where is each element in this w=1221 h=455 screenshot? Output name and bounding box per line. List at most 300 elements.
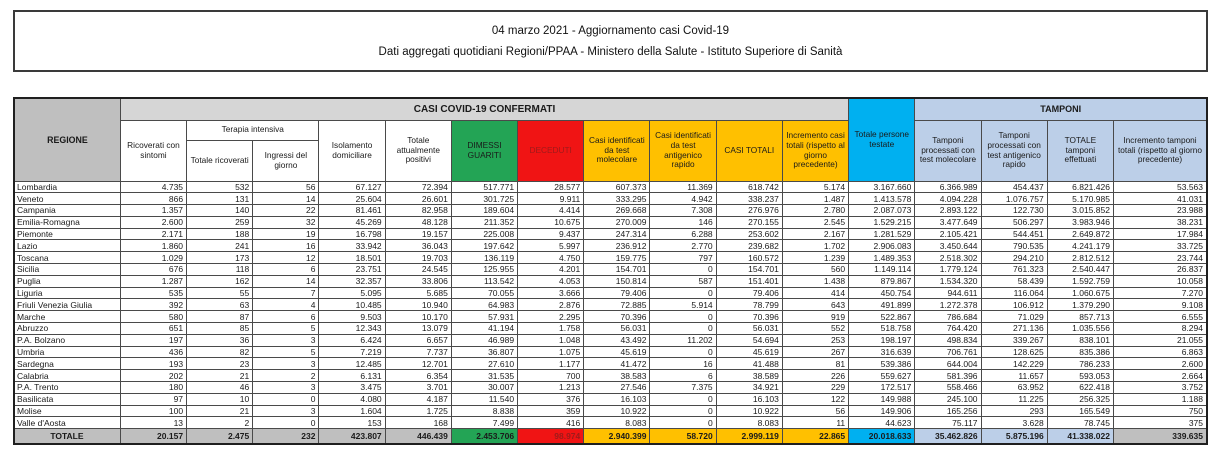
cell-incremento_casi: 2.780 bbox=[782, 205, 848, 217]
cell-terapia_ingressi: 5 bbox=[253, 323, 319, 335]
cell-casi_molecolare: 2.940.399 bbox=[584, 429, 650, 444]
cell-attualmente_positivi: 6.657 bbox=[385, 334, 451, 346]
cell-deceduti: 4.201 bbox=[518, 264, 584, 276]
cell-attualmente_positivi: 3.701 bbox=[385, 382, 451, 394]
cell-terapia_ingressi: 14 bbox=[253, 193, 319, 205]
cell-attualmente_positivi: 5.685 bbox=[385, 287, 451, 299]
cell-totale_tamponi: 3.015.852 bbox=[1047, 205, 1113, 217]
cell-ricoverati_sintomi: 13 bbox=[120, 417, 186, 429]
cell-tamponi_molecolare: 6.366.989 bbox=[915, 181, 981, 193]
cell-attualmente_positivi: 446.439 bbox=[385, 429, 451, 444]
group-header-casi-confermati: CASI COVID-19 CONFERMATI bbox=[120, 98, 848, 120]
cell-dimessi_guariti: 11.540 bbox=[451, 393, 517, 405]
cell-dimessi_guariti: 136.119 bbox=[451, 252, 517, 264]
region-name: Sicilia bbox=[14, 264, 120, 276]
cell-incremento_casi: 81 bbox=[782, 358, 848, 370]
cell-casi_totali: 2.999.119 bbox=[716, 429, 782, 444]
cell-incremento_tamponi: 53.563 bbox=[1113, 181, 1207, 193]
cell-casi_totali: 239.682 bbox=[716, 240, 782, 252]
cell-totale_tamponi: 3.983.946 bbox=[1047, 216, 1113, 228]
cell-incremento_tamponi: 23.988 bbox=[1113, 205, 1207, 217]
cell-persone_testate: 3.167.660 bbox=[849, 181, 915, 193]
cell-incremento_tamponi: 339.635 bbox=[1113, 429, 1207, 444]
cell-tamponi_molecolare: 2.518.302 bbox=[915, 252, 981, 264]
cell-tamponi_antigenico: 761.323 bbox=[981, 264, 1047, 276]
region-name: Umbria bbox=[14, 346, 120, 358]
cell-terapia_ingressi: 3 bbox=[253, 405, 319, 417]
cell-incremento_tamponi: 3.752 bbox=[1113, 382, 1207, 394]
table-header bbox=[14, 98, 1207, 181]
cell-casi_antigenico: 11.369 bbox=[650, 181, 716, 193]
cell-dimessi_guariti: 57.931 bbox=[451, 311, 517, 323]
cell-terapia_ingressi: 5 bbox=[253, 346, 319, 358]
cell-casi_antigenico: 0 bbox=[650, 311, 716, 323]
cell-dimessi_guariti: 517.771 bbox=[451, 181, 517, 193]
cell-casi_molecolare: 10.922 bbox=[584, 405, 650, 417]
cell-tamponi_antigenico: 128.625 bbox=[981, 346, 1047, 358]
cell-incremento_tamponi: 38.231 bbox=[1113, 216, 1207, 228]
cell-casi_antigenico: 0 bbox=[650, 287, 716, 299]
table-row-marche bbox=[14, 311, 1207, 323]
table-row-friuli-venezia-giulia bbox=[14, 299, 1207, 311]
cell-persone_testate: 20.018.633 bbox=[849, 429, 915, 444]
cell-totale_tamponi: 165.549 bbox=[1047, 405, 1113, 417]
cell-persone_testate: 879.867 bbox=[849, 275, 915, 287]
cell-terapia_totale: 241 bbox=[187, 240, 253, 252]
col-header-totale-tamponi: TOTALE tamponi effettuati bbox=[1047, 120, 1113, 181]
cell-casi_totali: 16.103 bbox=[716, 393, 782, 405]
cell-totale_tamponi: 835.386 bbox=[1047, 346, 1113, 358]
cell-casi_molecolare: 56.031 bbox=[584, 323, 650, 335]
cell-deceduti: 9.911 bbox=[518, 193, 584, 205]
cell-isolamento: 12.485 bbox=[319, 358, 385, 370]
cell-persone_testate: 149.906 bbox=[849, 405, 915, 417]
cell-attualmente_positivi: 19.703 bbox=[385, 252, 451, 264]
table-row-toscana bbox=[14, 252, 1207, 264]
cell-incremento_tamponi: 10.058 bbox=[1113, 275, 1207, 287]
cell-deceduti: 416 bbox=[518, 417, 584, 429]
cell-terapia_ingressi: 0 bbox=[253, 393, 319, 405]
totale-label: TOTALE bbox=[14, 429, 120, 444]
cell-casi_molecolare: 247.314 bbox=[584, 228, 650, 240]
cell-isolamento: 7.219 bbox=[319, 346, 385, 358]
cell-ricoverati_sintomi: 651 bbox=[120, 323, 186, 335]
cell-incremento_tamponi: 6.555 bbox=[1113, 311, 1207, 323]
cell-isolamento: 6.424 bbox=[319, 334, 385, 346]
cell-dimessi_guariti: 7.499 bbox=[451, 417, 517, 429]
cell-ricoverati_sintomi: 1.860 bbox=[120, 240, 186, 252]
cell-incremento_tamponi: 2.664 bbox=[1113, 370, 1207, 382]
cell-tamponi_molecolare: 4.094.228 bbox=[915, 193, 981, 205]
cell-terapia_totale: 173 bbox=[187, 252, 253, 264]
cell-isolamento: 25.604 bbox=[319, 193, 385, 205]
cell-incremento_tamponi: 17.984 bbox=[1113, 228, 1207, 240]
table-row-puglia bbox=[14, 275, 1207, 287]
cell-attualmente_positivi: 1.725 bbox=[385, 405, 451, 417]
region-name: Lazio bbox=[14, 240, 120, 252]
cell-tamponi_antigenico: 11.225 bbox=[981, 393, 1047, 405]
cell-incremento_casi: 11 bbox=[782, 417, 848, 429]
cell-ricoverati_sintomi: 197 bbox=[120, 334, 186, 346]
cell-persone_testate: 522.867 bbox=[849, 311, 915, 323]
cell-casi_totali: 41.488 bbox=[716, 358, 782, 370]
cell-incremento_casi: 5.174 bbox=[782, 181, 848, 193]
cell-casi_molecolare: 45.619 bbox=[584, 346, 650, 358]
cell-ricoverati_sintomi: 202 bbox=[120, 370, 186, 382]
region-name: Piemonte bbox=[14, 228, 120, 240]
cell-persone_testate: 2.906.083 bbox=[849, 240, 915, 252]
cell-ricoverati_sintomi: 2.171 bbox=[120, 228, 186, 240]
cell-tamponi_antigenico: 11.657 bbox=[981, 370, 1047, 382]
table-row-lazio bbox=[14, 240, 1207, 252]
cell-incremento_casi: 253 bbox=[782, 334, 848, 346]
cell-deceduti: 10.675 bbox=[518, 216, 584, 228]
cell-totale_tamponi: 2.812.512 bbox=[1047, 252, 1113, 264]
cell-terapia_totale: 2.475 bbox=[187, 429, 253, 444]
cell-incremento_tamponi: 750 bbox=[1113, 405, 1207, 417]
cell-tamponi_molecolare: 764.420 bbox=[915, 323, 981, 335]
table-row-piemonte bbox=[14, 228, 1207, 240]
cell-incremento_tamponi: 21.055 bbox=[1113, 334, 1207, 346]
cell-ricoverati_sintomi: 97 bbox=[120, 393, 186, 405]
cell-casi_molecolare: 16.103 bbox=[584, 393, 650, 405]
region-name: Sardegna bbox=[14, 358, 120, 370]
cell-deceduti: 2.876 bbox=[518, 299, 584, 311]
cell-dimessi_guariti: 8.838 bbox=[451, 405, 517, 417]
cell-persone_testate: 2.087.073 bbox=[849, 205, 915, 217]
cell-dimessi_guariti: 211.352 bbox=[451, 216, 517, 228]
col-header-isolamento: Isolamento domiciliare bbox=[319, 120, 385, 181]
region-name: Abruzzo bbox=[14, 323, 120, 335]
cell-incremento_casi: 643 bbox=[782, 299, 848, 311]
cell-totale_tamponi: 1.379.290 bbox=[1047, 299, 1113, 311]
cell-incremento_tamponi: 9.108 bbox=[1113, 299, 1207, 311]
cell-dimessi_guariti: 27.610 bbox=[451, 358, 517, 370]
cell-isolamento: 81.461 bbox=[319, 205, 385, 217]
cell-terapia_totale: 259 bbox=[187, 216, 253, 228]
cell-totale_tamponi: 622.418 bbox=[1047, 382, 1113, 394]
cell-ricoverati_sintomi: 4.735 bbox=[120, 181, 186, 193]
cell-isolamento: 4.080 bbox=[319, 393, 385, 405]
cell-attualmente_positivi: 168 bbox=[385, 417, 451, 429]
cell-casi_antigenico: 7.308 bbox=[650, 205, 716, 217]
cell-attualmente_positivi: 72.394 bbox=[385, 181, 451, 193]
cell-incremento_casi: 267 bbox=[782, 346, 848, 358]
cell-tamponi_molecolare: 644.004 bbox=[915, 358, 981, 370]
cell-incremento_casi: 22.865 bbox=[782, 429, 848, 444]
cell-terapia_ingressi: 2 bbox=[253, 370, 319, 382]
cell-casi_totali: 618.742 bbox=[716, 181, 782, 193]
cell-persone_testate: 198.197 bbox=[849, 334, 915, 346]
cell-totale_tamponi: 857.713 bbox=[1047, 311, 1113, 323]
cell-tamponi_antigenico: 58.439 bbox=[981, 275, 1047, 287]
cell-terapia_totale: 532 bbox=[187, 181, 253, 193]
report-date-title: 04 marzo 2021 - Aggiornamento casi Covid-19 bbox=[491, 24, 730, 37]
cell-incremento_casi: 1.239 bbox=[782, 252, 848, 264]
cell-terapia_ingressi: 22 bbox=[253, 205, 319, 217]
cell-casi_antigenico: 4.942 bbox=[650, 193, 716, 205]
cell-tamponi_antigenico: 122.730 bbox=[981, 205, 1047, 217]
cell-ricoverati_sintomi: 2.600 bbox=[120, 216, 186, 228]
cell-casi_molecolare: 270.009 bbox=[584, 216, 650, 228]
cell-deceduti: 28.577 bbox=[518, 181, 584, 193]
region-name: Marche bbox=[14, 311, 120, 323]
cell-isolamento: 1.604 bbox=[319, 405, 385, 417]
cell-incremento_tamponi: 33.725 bbox=[1113, 240, 1207, 252]
cell-incremento_casi: 1.702 bbox=[782, 240, 848, 252]
cell-deceduti: 1.758 bbox=[518, 323, 584, 335]
cell-casi_antigenico: 0 bbox=[650, 323, 716, 335]
cell-terapia_totale: 162 bbox=[187, 275, 253, 287]
cell-casi_totali: 338.237 bbox=[716, 193, 782, 205]
cell-ricoverati_sintomi: 580 bbox=[120, 311, 186, 323]
cell-attualmente_positivi: 36.043 bbox=[385, 240, 451, 252]
cell-totale_tamponi: 6.821.426 bbox=[1047, 181, 1113, 193]
cell-isolamento: 3.475 bbox=[319, 382, 385, 394]
col-header-casi-totali: CASI TOTALI bbox=[716, 120, 782, 181]
cell-incremento_tamponi: 23.744 bbox=[1113, 252, 1207, 264]
col-header-dimessi-guariti: DIMESSI GUARITI bbox=[451, 120, 517, 181]
cell-terapia_totale: 87 bbox=[187, 311, 253, 323]
cell-tamponi_molecolare: 3.450.644 bbox=[915, 240, 981, 252]
cell-casi_molecolare: 159.775 bbox=[584, 252, 650, 264]
cell-isolamento: 12.343 bbox=[319, 323, 385, 335]
cell-tamponi_molecolare: 1.272.378 bbox=[915, 299, 981, 311]
cell-casi_antigenico: 2.770 bbox=[650, 240, 716, 252]
table-row-liguria bbox=[14, 287, 1207, 299]
cell-terapia_totale: 82 bbox=[187, 346, 253, 358]
cell-casi_antigenico: 16 bbox=[650, 358, 716, 370]
cell-casi_molecolare: 27.546 bbox=[584, 382, 650, 394]
cell-deceduti: 359 bbox=[518, 405, 584, 417]
cell-incremento_casi: 226 bbox=[782, 370, 848, 382]
cell-tamponi_antigenico: 293 bbox=[981, 405, 1047, 417]
cell-ricoverati_sintomi: 180 bbox=[120, 382, 186, 394]
cell-terapia_totale: 118 bbox=[187, 264, 253, 276]
region-name: Puglia bbox=[14, 275, 120, 287]
cell-deceduti: 1.177 bbox=[518, 358, 584, 370]
table-row-sicilia bbox=[14, 264, 1207, 276]
cell-totale_tamponi: 1.592.759 bbox=[1047, 275, 1113, 287]
cell-dimessi_guariti: 197.642 bbox=[451, 240, 517, 252]
cell-attualmente_positivi: 10.940 bbox=[385, 299, 451, 311]
cell-casi_molecolare: 150.814 bbox=[584, 275, 650, 287]
cell-isolamento: 153 bbox=[319, 417, 385, 429]
cell-tamponi_antigenico: 71.029 bbox=[981, 311, 1047, 323]
cell-tamponi_molecolare: 245.100 bbox=[915, 393, 981, 405]
cell-isolamento: 32.357 bbox=[319, 275, 385, 287]
cell-casi_molecolare: 154.701 bbox=[584, 264, 650, 276]
table-row-calabria bbox=[14, 370, 1207, 382]
cell-casi_totali: 154.701 bbox=[716, 264, 782, 276]
cell-attualmente_positivi: 82.958 bbox=[385, 205, 451, 217]
cell-persone_testate: 44.623 bbox=[849, 417, 915, 429]
table-row-p-a-bolzano bbox=[14, 334, 1207, 346]
col-header-deceduti: DECEDUTI bbox=[518, 120, 584, 181]
table-row-umbria bbox=[14, 346, 1207, 358]
cell-casi_antigenico: 146 bbox=[650, 216, 716, 228]
cell-terapia_ingressi: 56 bbox=[253, 181, 319, 193]
region-name: Campania bbox=[14, 205, 120, 217]
cell-totale_tamponi: 41.338.022 bbox=[1047, 429, 1113, 444]
cell-persone_testate: 559.627 bbox=[849, 370, 915, 382]
cell-isolamento: 6.131 bbox=[319, 370, 385, 382]
col-header-incremento-casi: Incremento casi totali (rispetto al giorno precedente) bbox=[782, 120, 848, 181]
cell-casi_molecolare: 269.668 bbox=[584, 205, 650, 217]
cell-tamponi_molecolare: 944.611 bbox=[915, 287, 981, 299]
col-header-tamponi-antigenico: Tamponi processati con test antigenico rapido bbox=[981, 120, 1047, 181]
col-header-attualmente-positivi: Totale attualmente positivi bbox=[385, 120, 451, 181]
cell-incremento_casi: 56 bbox=[782, 405, 848, 417]
cell-casi_antigenico: 797 bbox=[650, 252, 716, 264]
cell-isolamento: 45.269 bbox=[319, 216, 385, 228]
cell-tamponi_antigenico: 116.064 bbox=[981, 287, 1047, 299]
cell-terapia_totale: 131 bbox=[187, 193, 253, 205]
cell-dimessi_guariti: 70.055 bbox=[451, 287, 517, 299]
cell-casi_antigenico: 0 bbox=[650, 405, 716, 417]
cell-attualmente_positivi: 13.079 bbox=[385, 323, 451, 335]
cell-dimessi_guariti: 36.807 bbox=[451, 346, 517, 358]
cell-persone_testate: 316.639 bbox=[849, 346, 915, 358]
cell-casi_antigenico: 6 bbox=[650, 370, 716, 382]
cell-totale_tamponi: 838.101 bbox=[1047, 334, 1113, 346]
cell-persone_testate: 1.489.353 bbox=[849, 252, 915, 264]
cell-incremento_tamponi: 375 bbox=[1113, 417, 1207, 429]
cell-deceduti: 98.974 bbox=[518, 429, 584, 444]
cell-casi_antigenico: 0 bbox=[650, 393, 716, 405]
cell-casi_molecolare: 333.295 bbox=[584, 193, 650, 205]
cell-casi_totali: 38.589 bbox=[716, 370, 782, 382]
cell-ricoverati_sintomi: 193 bbox=[120, 358, 186, 370]
cell-ricoverati_sintomi: 100 bbox=[120, 405, 186, 417]
col-header-terapia-ingressi-giorno: Ingressi del giorno bbox=[253, 140, 319, 181]
cell-ricoverati_sintomi: 866 bbox=[120, 193, 186, 205]
cell-ricoverati_sintomi: 535 bbox=[120, 287, 186, 299]
cell-casi_totali: 70.396 bbox=[716, 311, 782, 323]
cell-attualmente_positivi: 33.806 bbox=[385, 275, 451, 287]
cell-tamponi_molecolare: 498.834 bbox=[915, 334, 981, 346]
cell-incremento_casi: 2.545 bbox=[782, 216, 848, 228]
cell-tamponi_molecolare: 165.256 bbox=[915, 405, 981, 417]
cell-casi_antigenico: 6.288 bbox=[650, 228, 716, 240]
cell-casi_molecolare: 607.373 bbox=[584, 181, 650, 193]
cell-deceduti: 1.048 bbox=[518, 334, 584, 346]
cell-totale_tamponi: 5.170.985 bbox=[1047, 193, 1113, 205]
cell-tamponi_molecolare: 581.396 bbox=[915, 370, 981, 382]
cell-tamponi_molecolare: 3.477.649 bbox=[915, 216, 981, 228]
cell-ricoverati_sintomi: 20.157 bbox=[120, 429, 186, 444]
cell-attualmente_positivi: 12.701 bbox=[385, 358, 451, 370]
cell-isolamento: 9.503 bbox=[319, 311, 385, 323]
cell-terapia_ingressi: 19 bbox=[253, 228, 319, 240]
cell-tamponi_molecolare: 1.779.124 bbox=[915, 264, 981, 276]
cell-totale_tamponi: 1.035.556 bbox=[1047, 323, 1113, 335]
cell-casi_totali: 270.155 bbox=[716, 216, 782, 228]
cell-casi_antigenico: 0 bbox=[650, 346, 716, 358]
cell-totale_tamponi: 1.060.675 bbox=[1047, 287, 1113, 299]
cell-persone_testate: 172.517 bbox=[849, 382, 915, 394]
cell-deceduti: 2.295 bbox=[518, 311, 584, 323]
cell-isolamento: 23.751 bbox=[319, 264, 385, 276]
table-row-campania bbox=[14, 205, 1207, 217]
cell-casi_molecolare: 70.396 bbox=[584, 311, 650, 323]
cell-casi_totali: 151.401 bbox=[716, 275, 782, 287]
covid-data-table bbox=[13, 97, 1208, 445]
cell-tamponi_antigenico: 294.210 bbox=[981, 252, 1047, 264]
cell-incremento_casi: 414 bbox=[782, 287, 848, 299]
cell-tamponi_molecolare: 1.534.320 bbox=[915, 275, 981, 287]
cell-terapia_ingressi: 3 bbox=[253, 358, 319, 370]
cell-persone_testate: 1.149.114 bbox=[849, 264, 915, 276]
col-header-casi-antigenico: Casi identificati da test antigenico rapido bbox=[650, 120, 716, 181]
cell-attualmente_positivi: 48.128 bbox=[385, 216, 451, 228]
cell-terapia_totale: 36 bbox=[187, 334, 253, 346]
cell-totale_tamponi: 786.233 bbox=[1047, 358, 1113, 370]
region-name: Toscana bbox=[14, 252, 120, 264]
cell-incremento_tamponi: 6.863 bbox=[1113, 346, 1207, 358]
cell-tamponi_molecolare: 2.105.421 bbox=[915, 228, 981, 240]
col-header-regione: REGIONE bbox=[14, 98, 120, 181]
cell-terapia_totale: 21 bbox=[187, 370, 253, 382]
cell-attualmente_positivi: 7.737 bbox=[385, 346, 451, 358]
group-header-terapia-intensiva: Terapia intensiva bbox=[187, 120, 319, 140]
region-name: Emilia-Romagna bbox=[14, 216, 120, 228]
cell-dimessi_guariti: 31.535 bbox=[451, 370, 517, 382]
cell-dimessi_guariti: 41.194 bbox=[451, 323, 517, 335]
cell-dimessi_guariti: 225.008 bbox=[451, 228, 517, 240]
cell-tamponi_antigenico: 63.952 bbox=[981, 382, 1047, 394]
cell-attualmente_positivi: 10.170 bbox=[385, 311, 451, 323]
region-name: Calabria bbox=[14, 370, 120, 382]
cell-dimessi_guariti: 189.604 bbox=[451, 205, 517, 217]
col-header-casi-molecolare: Casi identificati da test molecolare bbox=[584, 120, 650, 181]
cell-attualmente_positivi: 19.157 bbox=[385, 228, 451, 240]
cell-casi_antigenico: 5.914 bbox=[650, 299, 716, 311]
cell-deceduti: 9.437 bbox=[518, 228, 584, 240]
cell-terapia_totale: 23 bbox=[187, 358, 253, 370]
cell-tamponi_antigenico: 339.267 bbox=[981, 334, 1047, 346]
cell-persone_testate: 1.529.215 bbox=[849, 216, 915, 228]
cell-terapia_ingressi: 12 bbox=[253, 252, 319, 264]
cell-persone_testate: 518.758 bbox=[849, 323, 915, 335]
cell-dimessi_guariti: 125.955 bbox=[451, 264, 517, 276]
cell-persone_testate: 491.899 bbox=[849, 299, 915, 311]
cell-deceduti: 3.666 bbox=[518, 287, 584, 299]
cell-terapia_ingressi: 232 bbox=[253, 429, 319, 444]
cell-casi_totali: 10.922 bbox=[716, 405, 782, 417]
group-header-tamponi: TAMPONI bbox=[915, 98, 1207, 120]
table-row-abruzzo bbox=[14, 323, 1207, 335]
cell-casi_molecolare: 8.083 bbox=[584, 417, 650, 429]
region-name: Basilicata bbox=[14, 393, 120, 405]
cell-isolamento: 67.127 bbox=[319, 181, 385, 193]
cell-deceduti: 376 bbox=[518, 393, 584, 405]
cell-tamponi_antigenico: 544.451 bbox=[981, 228, 1047, 240]
cell-incremento_tamponi: 7.270 bbox=[1113, 287, 1207, 299]
cell-casi_antigenico: 58.720 bbox=[650, 429, 716, 444]
cell-tamponi_antigenico: 271.136 bbox=[981, 323, 1047, 335]
col-header-persone-testate: Totale persone testate bbox=[849, 98, 915, 181]
region-name: Valle d'Aosta bbox=[14, 417, 120, 429]
cell-tamponi_antigenico: 5.875.196 bbox=[981, 429, 1047, 444]
cell-tamponi_antigenico: 3.628 bbox=[981, 417, 1047, 429]
cell-deceduti: 5.997 bbox=[518, 240, 584, 252]
cell-terapia_totale: 63 bbox=[187, 299, 253, 311]
table-row-lombardia bbox=[14, 181, 1207, 193]
table-body bbox=[14, 181, 1207, 444]
region-name: Lombardia bbox=[14, 181, 120, 193]
cell-isolamento: 18.501 bbox=[319, 252, 385, 264]
